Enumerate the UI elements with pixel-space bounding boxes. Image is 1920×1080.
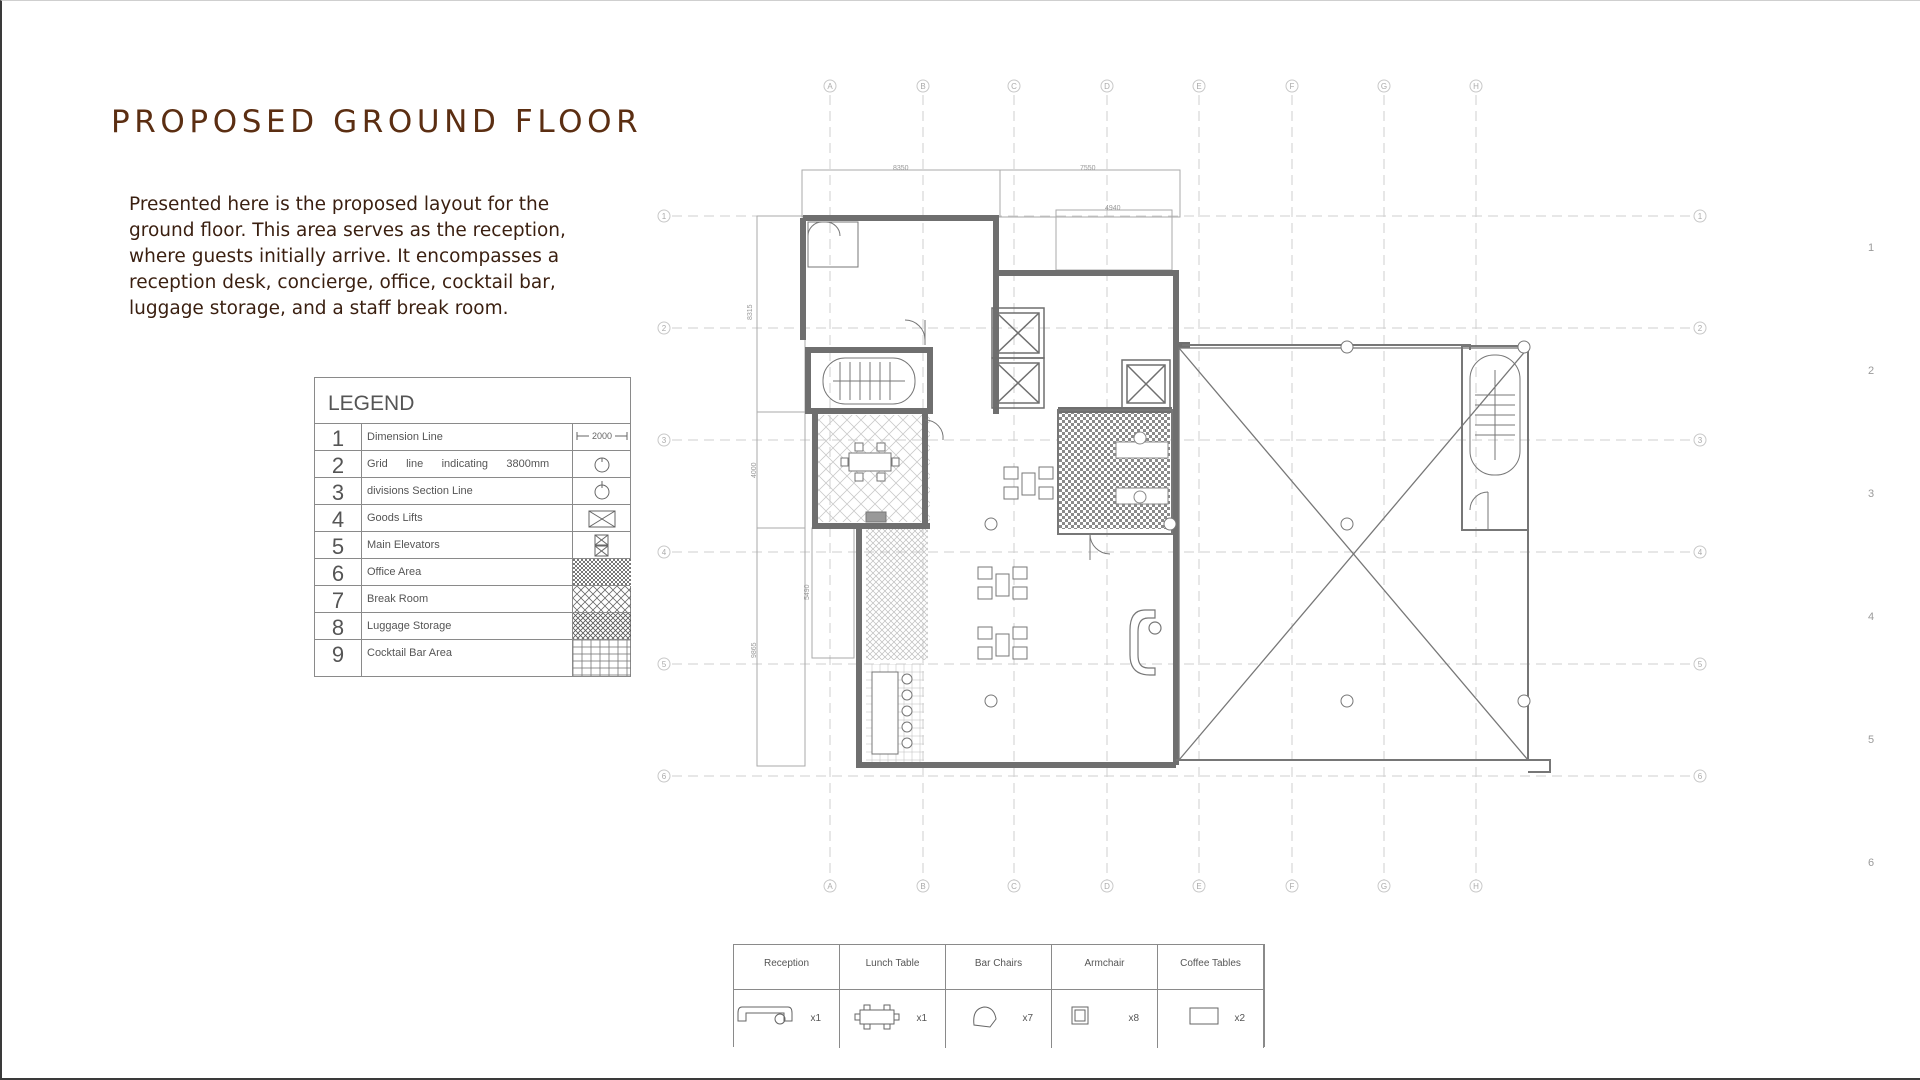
legend-label: Office Area — [367, 566, 422, 578]
furniture-column-bar-chairs — [946, 945, 1052, 1048]
legend-label: Main Elevators — [367, 539, 440, 551]
grid-col-label: B — [920, 882, 926, 891]
reception-desk-icon — [734, 989, 840, 1048]
furniture-quantity: x2 — [1234, 1013, 1245, 1024]
bar-chair-icon — [946, 989, 1052, 1048]
furniture-label: Lunch Table — [840, 945, 945, 990]
legend-label: Grid line indicating 3800mm — [367, 458, 550, 470]
legend-label: Break Room — [367, 593, 429, 605]
grid-col-label: G — [1380, 882, 1388, 891]
furniture-column-reception — [734, 945, 840, 1048]
furniture-label: Coffee Tables — [1158, 945, 1263, 990]
grid-col-label: C — [1011, 82, 1017, 91]
furniture-quantity: x1 — [810, 1013, 821, 1024]
grid-row-label: 1 — [661, 212, 667, 221]
furniture-label: Reception — [734, 945, 839, 990]
legend-title: LEGEND — [328, 392, 415, 415]
legend-number: 1 — [315, 424, 362, 451]
furniture-label: Bar Chairs — [946, 945, 1051, 990]
legend-label: Luggage Storage — [367, 620, 452, 632]
grid-row-label: 3 — [1697, 436, 1703, 445]
furniture-column-coffee-tables — [1158, 945, 1264, 1048]
lounge-seating — [978, 467, 1053, 659]
bar-stools — [872, 672, 912, 754]
grid-col-label: E — [1196, 82, 1202, 91]
dimension-symbol-text: 2000 — [591, 431, 613, 441]
margin-number: 2 — [1867, 365, 1875, 377]
page-description: Presented here is the proposed layout for the ground floor. This area serves as the reception, where guests initially arrive. It encompasses a reception desk, concierge, office, cocktail bar, luggage storage, and a staff break room. — [129, 194, 566, 319]
grid-col-label: A — [827, 882, 833, 891]
dimension-value: 4000 — [751, 462, 758, 478]
furniture-quantity: x1 — [916, 1013, 927, 1024]
legend-number: 9 — [315, 640, 362, 676]
grid-row-label: 2 — [661, 324, 667, 333]
right-margin-numbers — [1868, 242, 1874, 869]
grid-col-label: D — [1104, 882, 1110, 891]
coffee-table-icon — [1158, 989, 1264, 1048]
dimension-value: 5490 — [804, 584, 811, 600]
dimension-value: 8350 — [893, 165, 909, 172]
goods-lift — [1122, 360, 1170, 408]
grid-col-label: A — [827, 82, 833, 91]
furniture-label: Armchair — [1052, 945, 1157, 990]
furniture-schedule — [733, 944, 1265, 1047]
armchair-icon — [1052, 989, 1158, 1048]
legend-label: divisions Section Line — [367, 485, 473, 497]
grid-row-label: 2 — [1697, 324, 1703, 333]
margin-number: 5 — [1867, 734, 1875, 746]
legend-label: Cocktail Bar Area — [367, 647, 452, 659]
furniture-column-armchair — [1052, 945, 1158, 1048]
grid-col-label: G — [1380, 82, 1388, 91]
legend-number: 4 — [315, 505, 362, 532]
legend-label: Dimension Line — [367, 431, 443, 443]
grid-row-label: 4 — [661, 548, 667, 557]
grid-row-label: 1 — [1697, 212, 1703, 221]
legend-label: Goods Lifts — [367, 512, 423, 524]
grid-col-label: E — [1196, 882, 1202, 891]
office-area — [1058, 413, 1170, 529]
grid-col-label: F — [1289, 882, 1295, 891]
margin-number: 1 — [1867, 242, 1875, 254]
grid-col-label: F — [1289, 82, 1295, 91]
margin-number: 3 — [1867, 488, 1875, 500]
legend-number: 3 — [315, 478, 362, 505]
furniture-quantity: x8 — [1128, 1013, 1139, 1024]
furniture-column-lunch-table — [840, 945, 946, 1048]
lunch-table-icon — [840, 989, 946, 1048]
margin-number: 6 — [1867, 857, 1875, 869]
grid-col-label: H — [1473, 882, 1479, 891]
legend-number: 6 — [315, 559, 362, 586]
grid-row-label: 5 — [661, 660, 667, 669]
grid-col-label: C — [1011, 882, 1017, 891]
grid-col-label: B — [920, 82, 926, 91]
dimension-value: 7550 — [1080, 165, 1096, 172]
luggage-storage-area — [866, 528, 928, 660]
legend-number: 8 — [315, 613, 362, 640]
legend-number: 2 — [315, 451, 362, 478]
reception-desk — [1130, 610, 1161, 675]
dimension-value: 8315 — [747, 304, 754, 320]
atrium-void — [1179, 348, 1528, 760]
grid-row-label: 5 — [1697, 660, 1703, 669]
legend-number: 7 — [315, 586, 362, 613]
stair-core-left — [808, 222, 925, 404]
legend-number: 5 — [315, 532, 362, 559]
furniture-quantity: x7 — [1022, 1013, 1033, 1024]
grid-col-label: H — [1473, 82, 1479, 91]
dimension-value: 4940 — [1105, 205, 1121, 212]
grid-row-label: 4 — [1697, 548, 1703, 557]
grid-row-label: 6 — [1697, 772, 1703, 781]
grid-col-label: D — [1104, 82, 1110, 91]
grid-row-label: 3 — [661, 436, 667, 445]
stair-core-right — [1470, 355, 1520, 530]
dimension-value: 9865 — [751, 642, 758, 658]
page-title: PROPOSED GROUND FLOOR — [111, 104, 643, 140]
margin-number: 4 — [1867, 611, 1875, 623]
grid-row-label: 6 — [661, 772, 667, 781]
main-elevators — [992, 308, 1044, 408]
